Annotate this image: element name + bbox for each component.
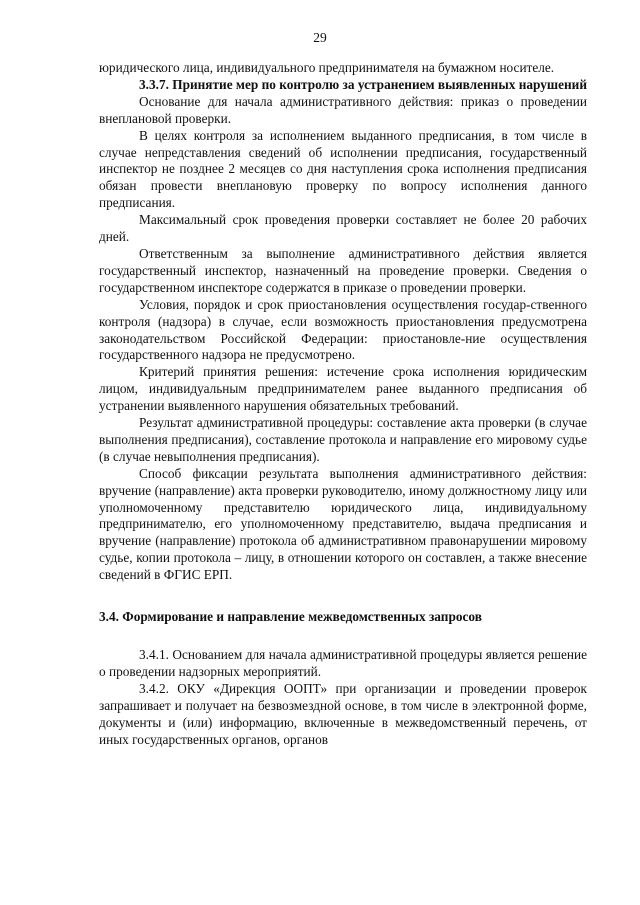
paragraph-basis: Основание для начала административного действия: приказ о проведении внеплановой проверки. — [99, 93, 587, 126]
paragraph-suspension: Условия, порядок и срок приостановления осуществления государ-ственного контроля (надзора) в случае, если возможность приостановления предусмотрена законодательством Российской Федерации: приостановле-ние осуществления государственного надзора не предусмотрено. — [99, 296, 587, 363]
paragraph-3-4-1: 3.4.1. Основанием для начала административной процедуры является решение о проведении надзорных мероприятий. — [99, 647, 587, 679]
section-heading-3-4: 3.4. Формирование и направление межведомственных запросов — [99, 609, 482, 625]
paragraph-result: Результат административной процедуры: составление акта проверки (в случае выполнения предписания), составление протокола и направление его мировому судье (в случае невыполнения предписания). — [99, 415, 587, 464]
document-body — [99, 60, 587, 748]
page-number: 29 — [313, 30, 327, 45]
section-heading-3-3-7: 3.3.7. Принятие мер по контролю за устранением выявленных нарушений — [139, 76, 587, 92]
paragraph-continuation: юридического лица, индивидуального предпринимателя на бумажном носителе. — [99, 60, 555, 75]
paragraph-max-duration: Максимальный срок проведения проверки составляет не более 20 рабочих дней. — [99, 212, 587, 245]
paragraph-fixation-method: Способ фиксации результата выполнения административного действия: вручение (направление) акта проверки руководителю, иному должностному лицу или уполномоченному представителю юридического лица, индивидуальному предпринимателю, его уполномоченному представителю, выдача предписания и вручение (направление) протокола об административном правонарушении мировому судье, копии протокола – лицу, в отношении которого он составлен, а также внесение сведений в ФГИС ЕРП. — [99, 465, 587, 583]
paragraph-decision-criterion: Критерий принятия решения: истечение срока исполнения юридическим лицом, индивидуальным предпринимателем ранее выданного предписания об устранении выявленного нарушения обязательных требований. — [99, 364, 587, 414]
paragraph-3-4-2: 3.4.2. ОКУ «Дирекция ООПТ» при организации и проведении проверок запрашивает и получает на безвозмездной основе, в том числе в электронной форме, документы и (или) информацию, включенные в межведомственный перечень, от иных государственных органов, органов — [99, 680, 587, 747]
paragraph-responsible: Ответственным за выполнение административного действия является государственный инспектор, назначенный на проведение проверки. Сведения о государственном инспекторе содержатся в приказе о проведении проверки. — [99, 245, 587, 295]
paragraph-control-purpose: В целях контроля за исполнением выданного предписания, в том числе в случае непредставления сведений об исполнении предписания, государственный инспектор не позднее 2 месяцев со дня наступления срока исполнения предписания обязан провести внеплановую проверку по вопросу исполнения данного предписания. — [99, 127, 587, 211]
